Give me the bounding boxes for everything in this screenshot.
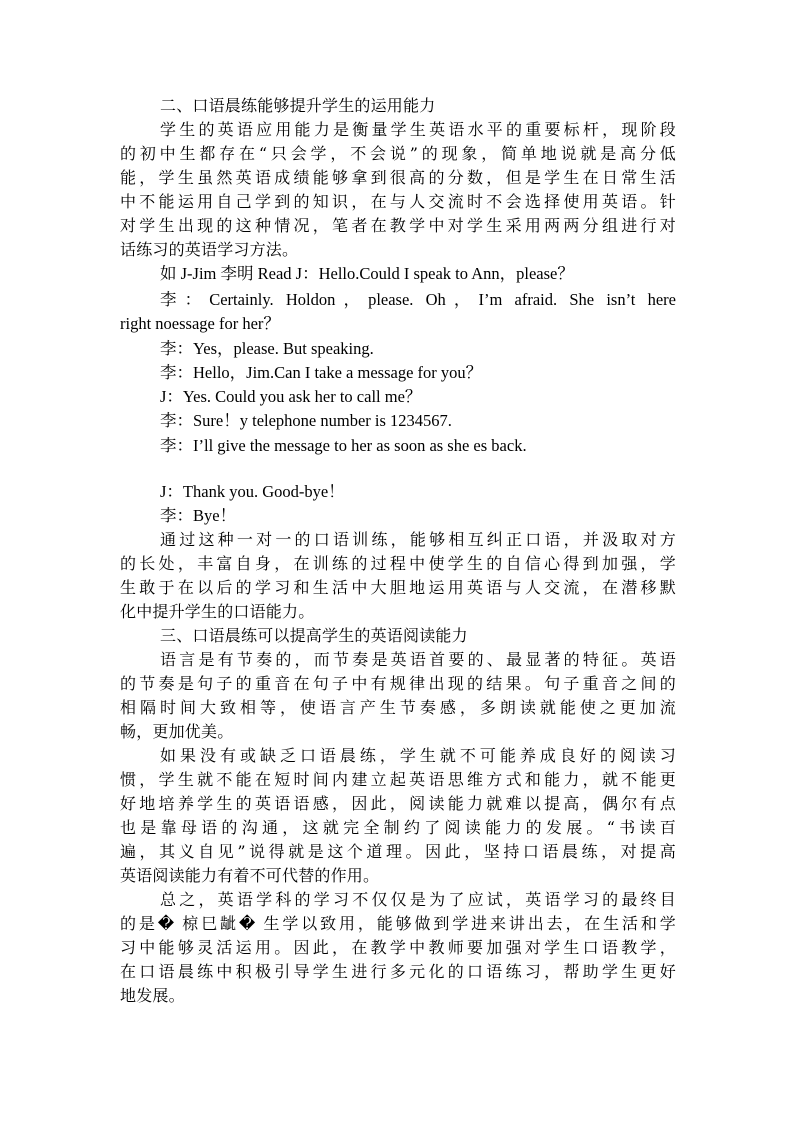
- paragraph-line: 的是� 椋巳龇� 生学以致用，能够做到学进来讲出去，在生活和学: [120, 914, 676, 933]
- paragraph-line: 通过这种一对一的口语训练，能够相互纠正口语，并汲取对方: [160, 530, 676, 549]
- paragraph-line: 相隔时间大致相等，使语言产生节奏感，多朗读就能使之更加流: [120, 698, 676, 717]
- paragraph-line: 能，学生虽然英语成绩能够拿到很高的分数，但是学生在日常生活: [120, 168, 676, 187]
- dialogue-line: 如 J-Jim 李明 Read J：Hello.Could I speak to Ann，please？: [160, 264, 574, 283]
- paragraph-line: 如果没有或缺乏口语晨练，学生就不可能养成良好的阅读习: [160, 746, 676, 765]
- paragraph-line: 学生的英语应用能力是衡量学生英语水平的重要标杆，现阶段: [160, 120, 676, 139]
- paragraph-line: 好地培养学生的英语语感，因此，阅读能力就难以提高，偶尔有点: [120, 794, 676, 813]
- paragraph-line: 生敢于在以后的学习和生活中大胆地运用英语与人交流，在潜移默: [120, 578, 676, 597]
- paragraph-line: 化中提升学生的口语能力。: [120, 602, 315, 621]
- dialogue-line: right noessage for her？: [120, 314, 280, 333]
- paragraph-line: 惯，学生就不能在短时间内建立起英语思维方式和能力，就不能更: [120, 770, 676, 789]
- paragraph-line: 畅，更加优美。: [120, 722, 234, 741]
- dialogue-line: J：Yes. Could you ask her to call me？: [160, 387, 422, 406]
- paragraph-line: 也是靠母语的沟通，这就完全制约了阅读能力的发展。“书读百: [120, 818, 676, 837]
- paragraph-line: 英语阅读能力有着不可代替的作用。: [120, 866, 380, 885]
- paragraph-line: 语言是有节奏的，而节奏是英语首要的、最显著的特征。英语: [160, 650, 676, 669]
- dialogue-line: J：Thank you. Good-bye！: [160, 482, 345, 501]
- paragraph-line: 在口语晨练中积极引导学生进行多元化的口语练习，帮助学生更好: [120, 962, 676, 981]
- dialogue-line: 李：Hello，Jim.Can I take a message for you？: [160, 363, 483, 382]
- paragraph-line: 总之，英语学科的学习不仅仅是为了应试，英语学习的最终目: [160, 890, 676, 909]
- paragraph-line: 习中能够灵活运用。因此，在教学中教师要加强对学生口语教学，: [120, 938, 676, 957]
- paragraph-line: 对学生出现的这种情况，笔者在教学中对学生采用两两分组进行对: [120, 216, 676, 235]
- paragraph-line: 地发展。: [120, 986, 185, 1005]
- paragraph-line: 的初中生都存在“只会学，不会说”的现象，简单地说就是高分低: [120, 144, 676, 163]
- dialogue-line: 李：Certainly. Holdon，please. Oh，I’m afraid. She isn’t here: [160, 290, 676, 309]
- section-heading-2: 二、口语晨练能够提升学生的运用能力: [160, 96, 436, 115]
- section-heading-3: 三、口语晨练可以提高学生的英语阅读能力: [160, 626, 468, 645]
- paragraph-line: 遍，其义自见”说得就是这个道理。因此，坚持口语晨练，对提高: [120, 842, 676, 861]
- paragraph-line: 的长处，丰富自身，在训练的过程中使学生的自信心得到加强，学: [120, 554, 676, 573]
- dialogue-line: 李：I’ll give the message to her as soon as she es back.: [160, 436, 527, 455]
- dialogue-line: 李：Sure！y telephone number is 1234567.: [160, 411, 452, 430]
- paragraph-line: 的节奏是句子的重音在句子中有规律出现的结果。句子重音之间的: [120, 674, 676, 693]
- paragraph-line: 话练习的英语学习方法。: [120, 240, 299, 259]
- paragraph-line: 中不能运用自己学到的知识，在与人交流时不会选择使用英语。针: [120, 192, 676, 211]
- dialogue-line: 李：Bye！: [160, 506, 237, 525]
- dialogue-line: 李：Yes，please. But speaking.: [160, 339, 374, 358]
